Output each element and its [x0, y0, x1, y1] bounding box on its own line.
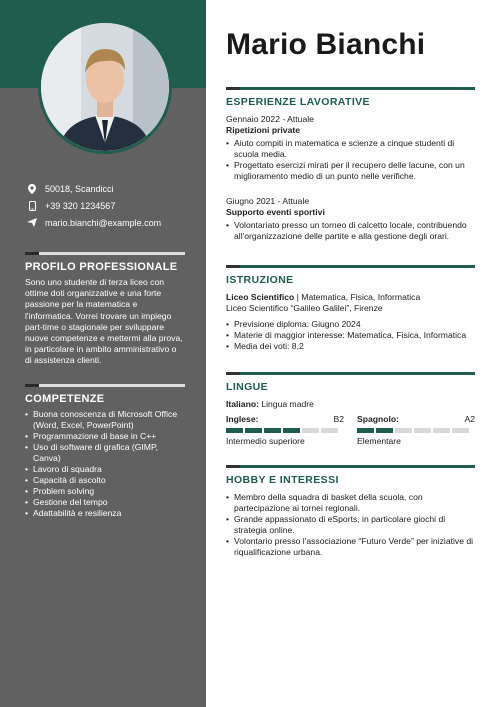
- candidate-name: Mario Bianchi: [226, 28, 426, 61]
- list-item: • Previsione diploma: Giugno 2024: [226, 319, 475, 330]
- level-segment-filled: [357, 428, 374, 433]
- level-segment-empty: [321, 428, 338, 433]
- level-segment-filled: [245, 428, 262, 433]
- send-icon: [25, 218, 39, 227]
- level-segment-empty: [433, 428, 450, 433]
- list-item: • Aiuto compiti in matematica e scienze a cinque studenti di scuola media.: [226, 138, 475, 160]
- level-segment-filled: [264, 428, 281, 433]
- native-language: [226, 399, 475, 410]
- list-item: • Volontariato presso un torneo di calcetto locale, contribuendo all'organizzazione delle partite e alla gestione degli orari.: [226, 220, 475, 242]
- skills-list: [25, 409, 185, 519]
- language-description: Intermedio superiore: [226, 436, 305, 446]
- level-segment-empty: [302, 428, 319, 433]
- phone-text: +39 320 1234567: [45, 200, 116, 211]
- job-bullets: [226, 138, 475, 182]
- experience-heading: ESPERIENZE LAVORATIVE: [226, 96, 370, 108]
- degree-subjects: | Matematica, Fisica, Informatica: [294, 292, 421, 302]
- language-spanish: [357, 414, 475, 447]
- profile-section: [25, 252, 185, 367]
- list-item: • Media dei voti: 8,2: [226, 341, 475, 352]
- language-level: B2: [333, 414, 344, 424]
- hobbies-heading: HOBBY E INTERESSI: [226, 474, 339, 486]
- hobbies-section: [226, 465, 475, 558]
- education-heading: ISTRUZIONE: [226, 274, 294, 286]
- list-item: • Capacità di ascolto: [25, 475, 185, 486]
- list-item: • Gestione del tempo: [25, 497, 185, 508]
- list-item: • Grande appassionato di eSports, in particolare giochi di strategia online.: [226, 514, 475, 536]
- job-date: Gennaio 2022 - Attuale: [226, 114, 314, 124]
- language-level: A2: [464, 414, 475, 424]
- list-item: • Adattabilità e resilienza: [25, 508, 185, 519]
- level-segment-empty: [452, 428, 469, 433]
- contact-email[interactable]: [25, 214, 195, 231]
- job-bullets: [226, 220, 475, 242]
- job-role: Ripetizioni private: [226, 125, 301, 135]
- contact-info: [25, 180, 195, 231]
- location-pin-icon: [25, 184, 39, 194]
- profile-heading: PROFILO PROFESSIONALE: [25, 261, 178, 273]
- level-segment-empty: [414, 428, 431, 433]
- email-text[interactable]: mario.bianchi@example.com: [45, 217, 162, 228]
- language-name: Inglese:: [226, 414, 259, 424]
- contact-phone: [25, 197, 195, 214]
- languages-section: [226, 372, 475, 447]
- language-name: Spagnolo:: [357, 414, 400, 424]
- level-segment-filled: [376, 428, 393, 433]
- skills-section: [25, 384, 185, 519]
- experience-section: [226, 87, 475, 242]
- language-levels: [226, 414, 475, 447]
- list-item: • Buona conoscenza di Microsoft Office (Word, Excel, PowerPoint): [25, 409, 185, 431]
- phone-icon: [25, 201, 39, 211]
- list-item: • Membro della squadra di basket della scuola, con partecipazione ai tornei regionali.: [226, 492, 475, 514]
- section-divider: [226, 465, 475, 468]
- list-item: • Lavoro di squadra: [25, 464, 185, 475]
- school-name: Liceo Scientifico “Galileo Galilei”, Firenze: [226, 303, 383, 313]
- job-role: Supporto eventi sportivi: [226, 207, 325, 217]
- list-item: • Programmazione di base in C++: [25, 431, 185, 442]
- language-english: [226, 414, 344, 447]
- list-item: • Progettato esercizi mirati per il recupero delle lacune, con un miglioramento medio di un punto nelle verifiche.: [226, 160, 475, 182]
- hobbies-list: [226, 492, 475, 558]
- list-item: • Problem solving: [25, 486, 185, 497]
- languages-heading: LINGUE: [226, 381, 269, 393]
- profile-text: Sono uno studente di terza liceo con ottime doti organizzative e una forte passione per la matematica e l'informatica. Vorrei trovare un impiego part-time o stagionale per sviluppare nuove competenze e mettermi alla prova, in particolare in ambito amministrativo o di assistenza clienti.: [25, 277, 183, 366]
- profile-photo: [38, 20, 172, 154]
- education-degree-line: [226, 292, 475, 303]
- language-level-bar: [357, 428, 475, 433]
- level-segment-filled: [283, 428, 300, 433]
- section-divider: [226, 265, 475, 268]
- sidebar: [0, 0, 206, 707]
- location-text: 50018, Scandicci: [45, 183, 114, 194]
- section-divider: [226, 87, 475, 90]
- native-language-value: Lingua madre: [258, 399, 314, 409]
- native-language-label: Italiano:: [226, 399, 259, 409]
- section-divider: [25, 252, 185, 255]
- contact-location: [25, 180, 195, 197]
- skills-heading: COMPETENZE: [25, 393, 105, 405]
- degree-name: Liceo Scientifico: [226, 292, 295, 302]
- job-date: Giugno 2021 - Attuale: [226, 196, 310, 206]
- section-divider: [25, 384, 185, 387]
- list-item: • Materie di maggior interesse: Matematica, Fisica, Informatica: [226, 330, 475, 341]
- section-divider: [226, 372, 475, 375]
- level-segment-empty: [395, 428, 412, 433]
- education-section: [226, 265, 475, 352]
- language-level-bar: [226, 428, 344, 433]
- level-segment-filled: [226, 428, 243, 433]
- list-item: • Uso di software di grafica (GIMP, Canva): [25, 442, 185, 464]
- language-description: Elementare: [357, 436, 401, 446]
- list-item: • Volontario presso l'associazione “Futuro Verde” per iniziative di riqualificazione urbana.: [226, 536, 475, 558]
- education-bullets: [226, 319, 475, 352]
